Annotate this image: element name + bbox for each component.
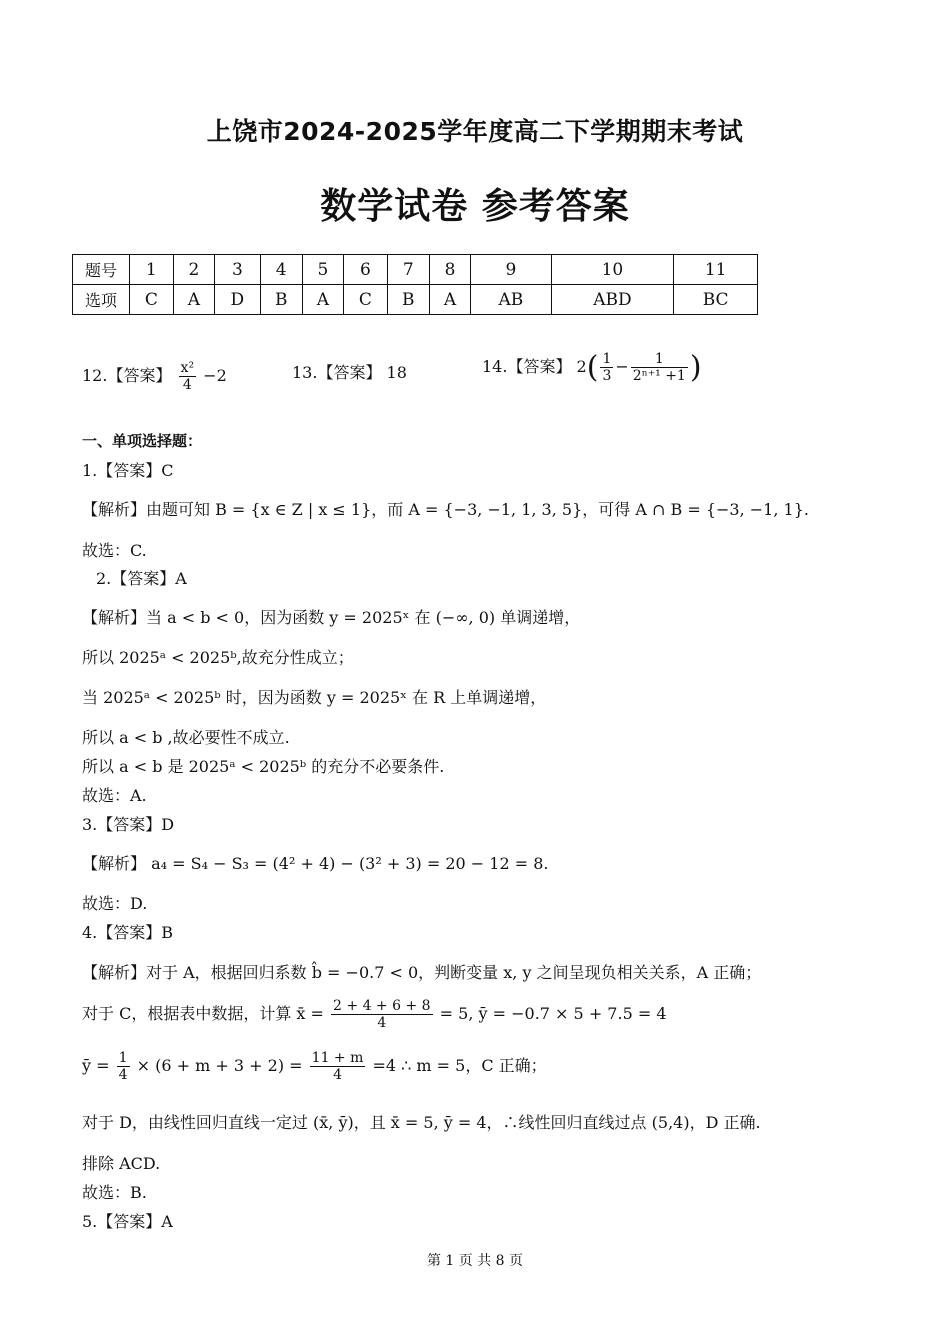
document-subtitle: 数学试卷 参考答案 [320,186,630,227]
question-number: 3 [215,255,261,285]
mean-y-fraction: $\frac{11 + m}{4}$ [311,1050,364,1084]
q1-solution: 【解析】由题可知 B = {x ∈ Z | x ≤ 1}，而 A = {−3, −1, 1, 3, 5}，可得 A ∩ B = {−3, −1, 1}. [82,500,809,519]
q12-tail: −2 [203,366,227,386]
q2-solution-line: 所以 a < b 是 2025ᵃ < 2025ᵇ 的充分不必要条件. [82,757,445,776]
page-footer: 第 1 页 共 8 页 [426,1253,524,1269]
q14-minus: − [615,357,629,376]
q13-label: 13.【答案】 [292,363,382,382]
answer-choice: A [429,285,470,315]
section-heading: 一、单项选择题： [82,432,203,450]
q14-fraction-1: $\frac{1}{3}$ [602,350,612,384]
left-paren: ( [586,350,599,385]
q4-solution-line: 对于 C，根据表中数据，计算 x̄ = $\frac{2 + 4 + 6 + 8}{4}$ = 5, ȳ = −0.7 × 5 + 7.5 = 4 [82,998,667,1032]
q3-conclusion: 故选：D. [82,894,148,913]
q4-solution-line: 【解析】对于 A，根据回归系数 b̂ = −0.7 < 0，判断变量 x, y 之间呈现负相关关系，A 正确； [82,963,762,982]
mean-x-fraction: $\frac{2 + 4 + 6 + 8}{4}$ [333,998,431,1032]
question-number: 9 [471,255,551,285]
answer-choice: B [387,285,429,315]
answer-q14 [482,350,702,385]
q12-label: 12.【答案】 [82,366,172,386]
q14-fraction-2: $\frac{1}{\text{2ⁿ⁺¹ +1}}$ [632,350,686,384]
q2-conclusion: 故选：A. [82,786,147,805]
q2-answer: 2.【答案】A [96,569,187,588]
answer-q13 [292,360,407,383]
q5-answer: 5.【答案】A [82,1212,173,1231]
quarter-fraction: $\frac{1}{4}$ [118,1050,128,1084]
row-label-choice: 选项 [73,285,130,315]
q4-solution-line: ȳ = $\frac{1}{4}$ × (6 + m + 3 + 2) = $\frac{11 + m}{4}$ =4 ∴ m = 5，C 正确； [82,1050,547,1084]
question-number: 10 [551,255,674,285]
right-paren: ) [689,350,702,385]
answer-choice-row [73,285,758,315]
answer-choice: A [173,285,214,315]
q2-solution-line: 【解析】当 a < b < 0，因为函数 y = 2025ˣ 在 (−∞, 0) 单调递增， [82,608,581,627]
question-number: 2 [173,255,214,285]
q2-solution-line: 当 2025ᵃ < 2025ᵇ 时，因为函数 y = 2025ˣ 在 R 上单调递增， [82,688,547,707]
answer-choice: B [260,285,302,315]
answer-choice: ABD [551,285,674,315]
answer-q12 [82,360,227,393]
answer-choice: C [344,285,388,315]
fill-in-answers [82,348,882,393]
question-number: 1 [130,255,174,285]
q1-answer: 1.【答案】C [82,461,174,480]
q13-value: 18 [386,363,407,382]
question-number: 4 [260,255,302,285]
answer-choice: C [130,285,174,315]
answer-choice: A [302,285,343,315]
q14-label: 14.【答案】 [482,357,572,376]
question-number: 6 [344,255,388,285]
q4-conclusion: 故选：B. [82,1183,147,1202]
row-label-question: 题号 [73,255,130,285]
q2-solution-line: 所以 2025ᵃ < 2025ᵇ,故充分性成立； [82,648,354,667]
answer-table [72,254,758,315]
q4-solution-line: 排除 ACD. [82,1154,161,1173]
q12-fraction: $\frac{\text{x²}}{4}$ [180,360,195,394]
q1-conclusion: 故选：C. [82,541,147,560]
answer-choice: BC [674,285,758,315]
question-number: 5 [302,255,343,285]
exam-title: 上饶市2024-2025学年度高二下学期期末考试 [206,117,744,146]
q3-solution: 【解析】 a₄ = S₄ − S₃ = (4² + 4) − (3² + 3) = 20 − 12 = 8. [82,854,549,873]
question-number-row [73,255,758,285]
question-number: 11 [674,255,758,285]
q2-solution-line: 所以 a < b ,故必要性不成立. [82,728,290,747]
q14-coef: 2 [576,357,587,376]
q4-answer: 4.【答案】B [82,923,174,942]
question-number: 8 [429,255,470,285]
question-number: 7 [387,255,429,285]
answer-choice: AB [471,285,551,315]
answer-choice: D [215,285,261,315]
q4-solution-line: 对于 D，由线性回归直线一定过 (x̄, ȳ)，且 x̄ = 5, ȳ = 4，∴线性回归直线过点 (5,4)，D 正确. [82,1113,761,1132]
q3-answer: 3.【答案】D [82,815,175,834]
